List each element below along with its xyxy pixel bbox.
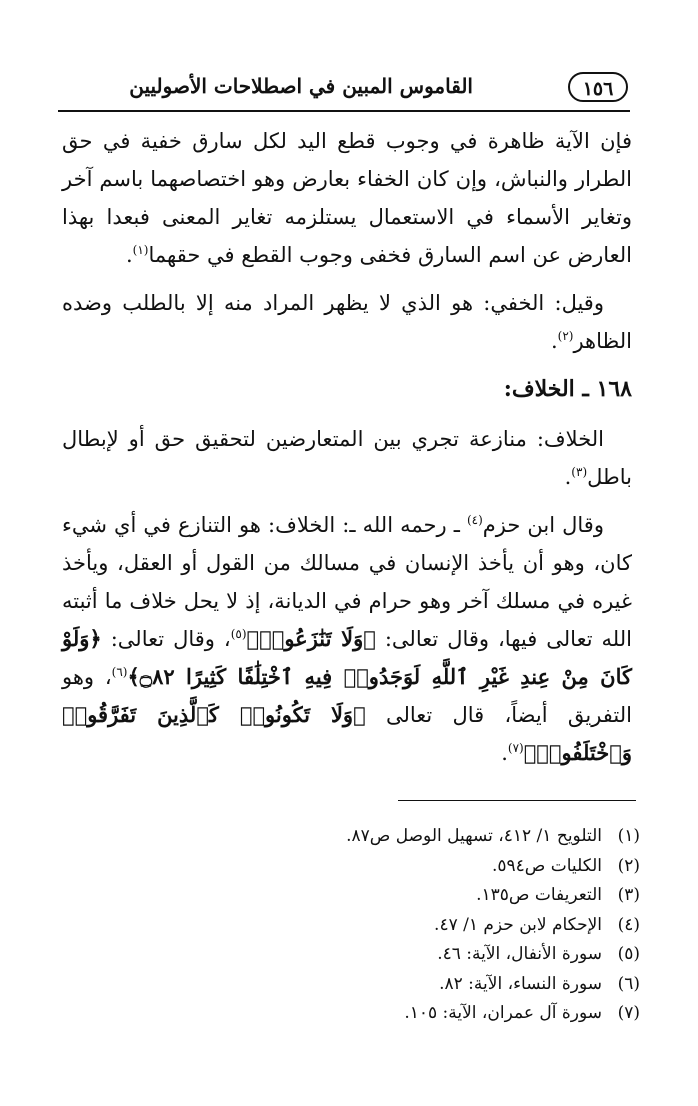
footnote-item: (١) التلويح ١/ ٤١٢، تسهيل الوصل ص٨٧.	[346, 826, 640, 846]
footnote-ref-2[interactable]: (٢)	[557, 329, 574, 343]
main-text	[62, 122, 632, 782]
footnote-ref-7[interactable]: (٧)	[507, 741, 524, 755]
page-header	[58, 70, 628, 114]
footnote-ref-6[interactable]: (٦)	[111, 665, 128, 679]
paragraph-4: وقال ابن حزم$^{(٤)}$ ـ رحمه الله ـ: الخلاف: هو التنازع في أي شيء كان، وهو أن يأخذ الإنسان في مسالك من القول أو العقل، ويأخذ غيره في مسلك آخر وهو حرام في الديانة، إذ لا يحل خلاف ما أثبته الله تعالى فيها، وقال تعالى: ﴿وَلَا تَنَٰزَعُوا۟﴾$^{(٥)}$، وقال تعالى: ﴿وَلَوْ كَانَ مِنْ عِندِ غَيْرِ ٱللَّهِ لَوَجَدُوا۟ فِيهِ ٱخْتِلَٰفًا كَثِيرًا ۝٨٢﴾$^{(٦)}$، وهو التفريق أيضاً، قال تعالى ﴿وَلَا تَكُونُوا۟ كَٱلَّذِينَ تَفَرَّقُوا۟ وَٱخْتَلَفُوا۟﴾$^{(٧)}$.	[62, 513, 632, 765]
footnote-ref-1[interactable]: (١)	[132, 243, 149, 257]
page-number: ١٥٦	[568, 72, 628, 102]
paragraph-3: الخلاف: منازعة تجري بين المتعارضين لتحقيق حق أو لإبطال باطل$^{(٣)}$.	[62, 427, 632, 489]
footnote-ref-5[interactable]: (٥)	[230, 627, 247, 641]
quran-verse-1: ﴿وَلَا تَنَٰزَعُوا۟﴾	[246, 626, 376, 651]
footnote-item: (٦) سورة النساء، الآية: ٨٢.	[439, 973, 640, 994]
footnote-item: (٢) الكليات ص٥٩٤.	[491, 855, 640, 876]
footnote-item: (٧) سورة آل عمران، الآية: ١٠٥.	[404, 1003, 640, 1023]
footnotes	[250, 822, 640, 1029]
paragraph-2: وقيل: الخفي: هو الذي لا يظهر المراد منه إلا بالطلب وضده الظاهر$^{(٢)}$.	[62, 291, 632, 353]
footnote-ref-4[interactable]: (٤)	[466, 513, 483, 527]
header-rule	[58, 110, 630, 112]
footnote-ref-3[interactable]: (٣)	[571, 465, 588, 479]
footnote-item: (٤) الإحكام لابن حزم ١/ ٤٧.	[434, 914, 640, 935]
quran-verse-3: ﴿وَلَا تَكُونُوا۟ كَٱلَّذِينَ تَفَرَّقُوا۟ وَٱخْتَلَفُوا۟﴾	[62, 702, 632, 765]
paragraph-1: فإن الآية ظاهرة في وجوب قطع اليد لكل سارق خفية في حق الطرار والنباش، وإن كان الخفاء بعارض وهو اختصاصهما باسم آخر وتغاير الأسماء في الاستعمال يستلزمه تغاير المعنى فبعدا بهذا العارض عن اسم السارق فخفى وجوب القطع في حقهما$^{(١)}$.	[62, 129, 632, 267]
footnote-separator	[398, 800, 636, 801]
footnote-item: (٣) التعريفات ص١٣٥.	[476, 885, 640, 905]
footnote-item: (٥) سورة الأنفال، الآية: ٤٦.	[437, 944, 640, 964]
quran-verse-2: ﴿وَلَوْ كَانَ مِنْ عِندِ غَيْرِ ٱللَّهِ لَوَجَدُوا۟ فِيهِ ٱخْتِلَٰفًا كَثِيرًا ۝٨٢﴾	[62, 626, 632, 689]
running-title: القاموس المبين في اصطلاحات الأصوليين	[129, 74, 473, 98]
section-heading: ١٦٨ ـ الخلاف:	[503, 376, 632, 402]
